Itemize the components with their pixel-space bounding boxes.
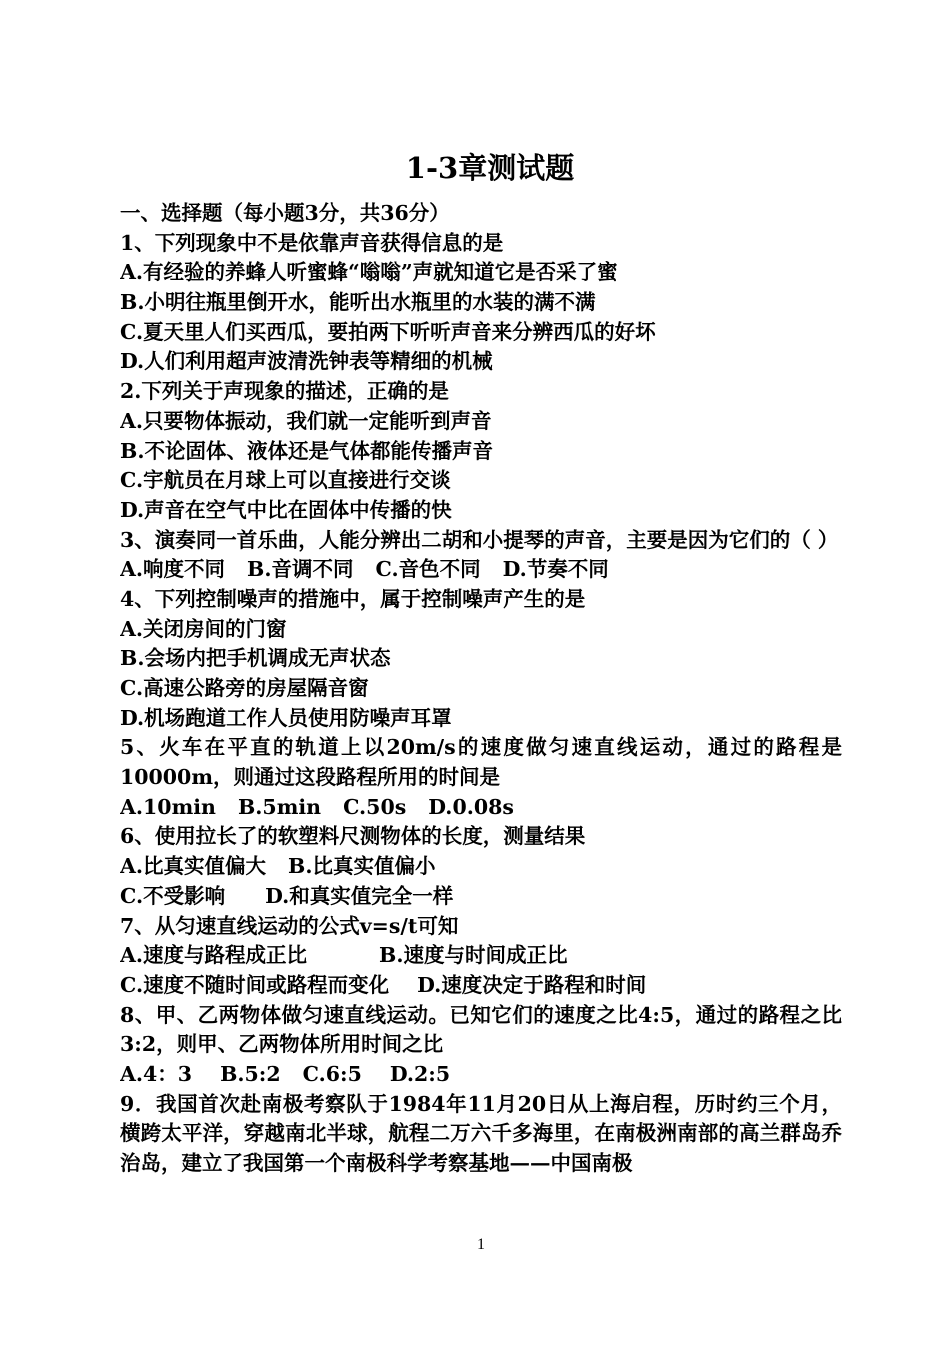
page-title: 1-3章测试题	[405, 151, 575, 185]
question-1-option-a: A.有经验的养蜂人听蜜蜂“嗡嗡”声就知道它是否采了蜜	[120, 260, 618, 285]
question-2-option-c: C.宇航员在月球上可以直接进行交谈	[120, 468, 451, 493]
question-2-option-d: D.声音在空气中比在固体中传播的快	[120, 497, 452, 522]
question-3-option-a: A.响度不同	[120, 557, 226, 582]
question-3-options	[120, 555, 842, 585]
page-number: 1	[477, 1236, 485, 1253]
question-7-options-row-1	[120, 941, 842, 971]
question-6-option-c: C.不受影响	[120, 883, 226, 908]
question-1-stem: 1、下列现象中不是依靠声音获得信息的是	[120, 230, 504, 255]
question-6-options-row-1	[120, 852, 842, 882]
question-6-stem: 6、使用拉长了的软塑料尺测物体的长度，测量结果	[120, 824, 586, 849]
question-5-stem: 5、火车在平直的轨道上以20m/s的速度做匀速直线运动，通过的路程是10000m，则通过这段路程所用的时间是	[120, 735, 842, 790]
question-8-option-d: D.2:5	[389, 1062, 451, 1087]
question-7-option-d: D.速度决定于路程和时间	[417, 972, 647, 997]
question-2-stem: 2.下列关于声现象的描述，正确的是	[120, 379, 449, 404]
question-body	[120, 199, 842, 1179]
question-7-option-c: C.速度不随时间或路程而变化	[120, 972, 390, 997]
question-1-option-d: D.人们利用超声波清洗钟表等精细的机械	[120, 349, 493, 374]
question-7-option-a: A.速度与路程成正比	[120, 943, 308, 968]
question-3-option-d: D.节奏不同	[502, 557, 609, 582]
question-3-option-b: B.音调不同	[247, 557, 354, 582]
question-4-option-c: C.高速公路旁的房屋隔音窗	[120, 676, 369, 701]
question-6-option-a: A.比真实值偏大	[120, 854, 267, 879]
question-5-options	[120, 793, 842, 823]
question-2-option-b: B.不论固体、液体还是气体都能传播声音	[120, 438, 493, 463]
question-6-options-row-2	[120, 882, 842, 912]
question-8-stem: 8、甲、乙两物体做匀速直线运动。已知它们的速度之比4:5，通过的路程之比3:2，则甲、乙两物体所用时间之比	[120, 1002, 842, 1057]
question-1-option-b: B.小明往瓶里倒开水，能听出水瓶里的水装的满不满	[120, 290, 596, 315]
question-5-option-d: D.0.08s	[428, 794, 514, 819]
question-4-option-b: B.会场内把手机调成无声状态	[120, 646, 391, 671]
question-5-option-c: C.50s	[343, 794, 407, 819]
question-6-option-b: B.比真实值偏小	[288, 854, 436, 879]
question-7-stem: 7、从匀速直线运动的公式v=s/t可知	[120, 913, 459, 938]
question-8-option-b: B.5:2	[220, 1062, 281, 1087]
question-8-option-c: C.6:5	[302, 1062, 362, 1087]
question-2-option-a: A.只要物体振动，我们就一定能听到声音	[120, 408, 492, 433]
question-7-options-row-2	[120, 971, 842, 1001]
question-1-option-c: C.夏天里人们买西瓜，要拍两下听听声音来分辨西瓜的好坏	[120, 319, 656, 344]
question-6-option-d: D.和真实值完全一样	[265, 883, 454, 908]
question-3-stem: 3、演奏同一首乐曲，人能分辨出二胡和小提琴的声音，主要是因为它们的（ ）	[120, 527, 839, 552]
question-9-stem: 9．我国首次赴南极考察队于1984年11月20日从上海启程，历时约三个月，横跨太平洋，穿越南北半球，航程二万六千多海里，在南极洲南部的高兰群岛乔治岛，建立了我国第一个南极科学考察基地——中国南极	[120, 1091, 842, 1176]
question-5-option-a: A.10min	[120, 794, 216, 819]
question-3-option-c: C.音色不同	[375, 557, 481, 582]
question-5-option-b: B.5min	[237, 794, 322, 819]
question-4-option-a: A.关闭房间的门窗	[120, 616, 287, 641]
section-heading: 一、选择题（每小题3分，共36分）	[120, 201, 450, 225]
question-4-option-d: D.机场跑道工作人员使用防噪声耳罩	[120, 705, 452, 730]
question-4-stem: 4、下列控制噪声的措施中，属于控制噪声产生的是	[120, 586, 586, 611]
question-8-option-a: A.4：3	[120, 1062, 193, 1087]
question-7-option-b: B.速度与时间成正比	[379, 943, 568, 968]
question-8-options	[120, 1060, 842, 1090]
